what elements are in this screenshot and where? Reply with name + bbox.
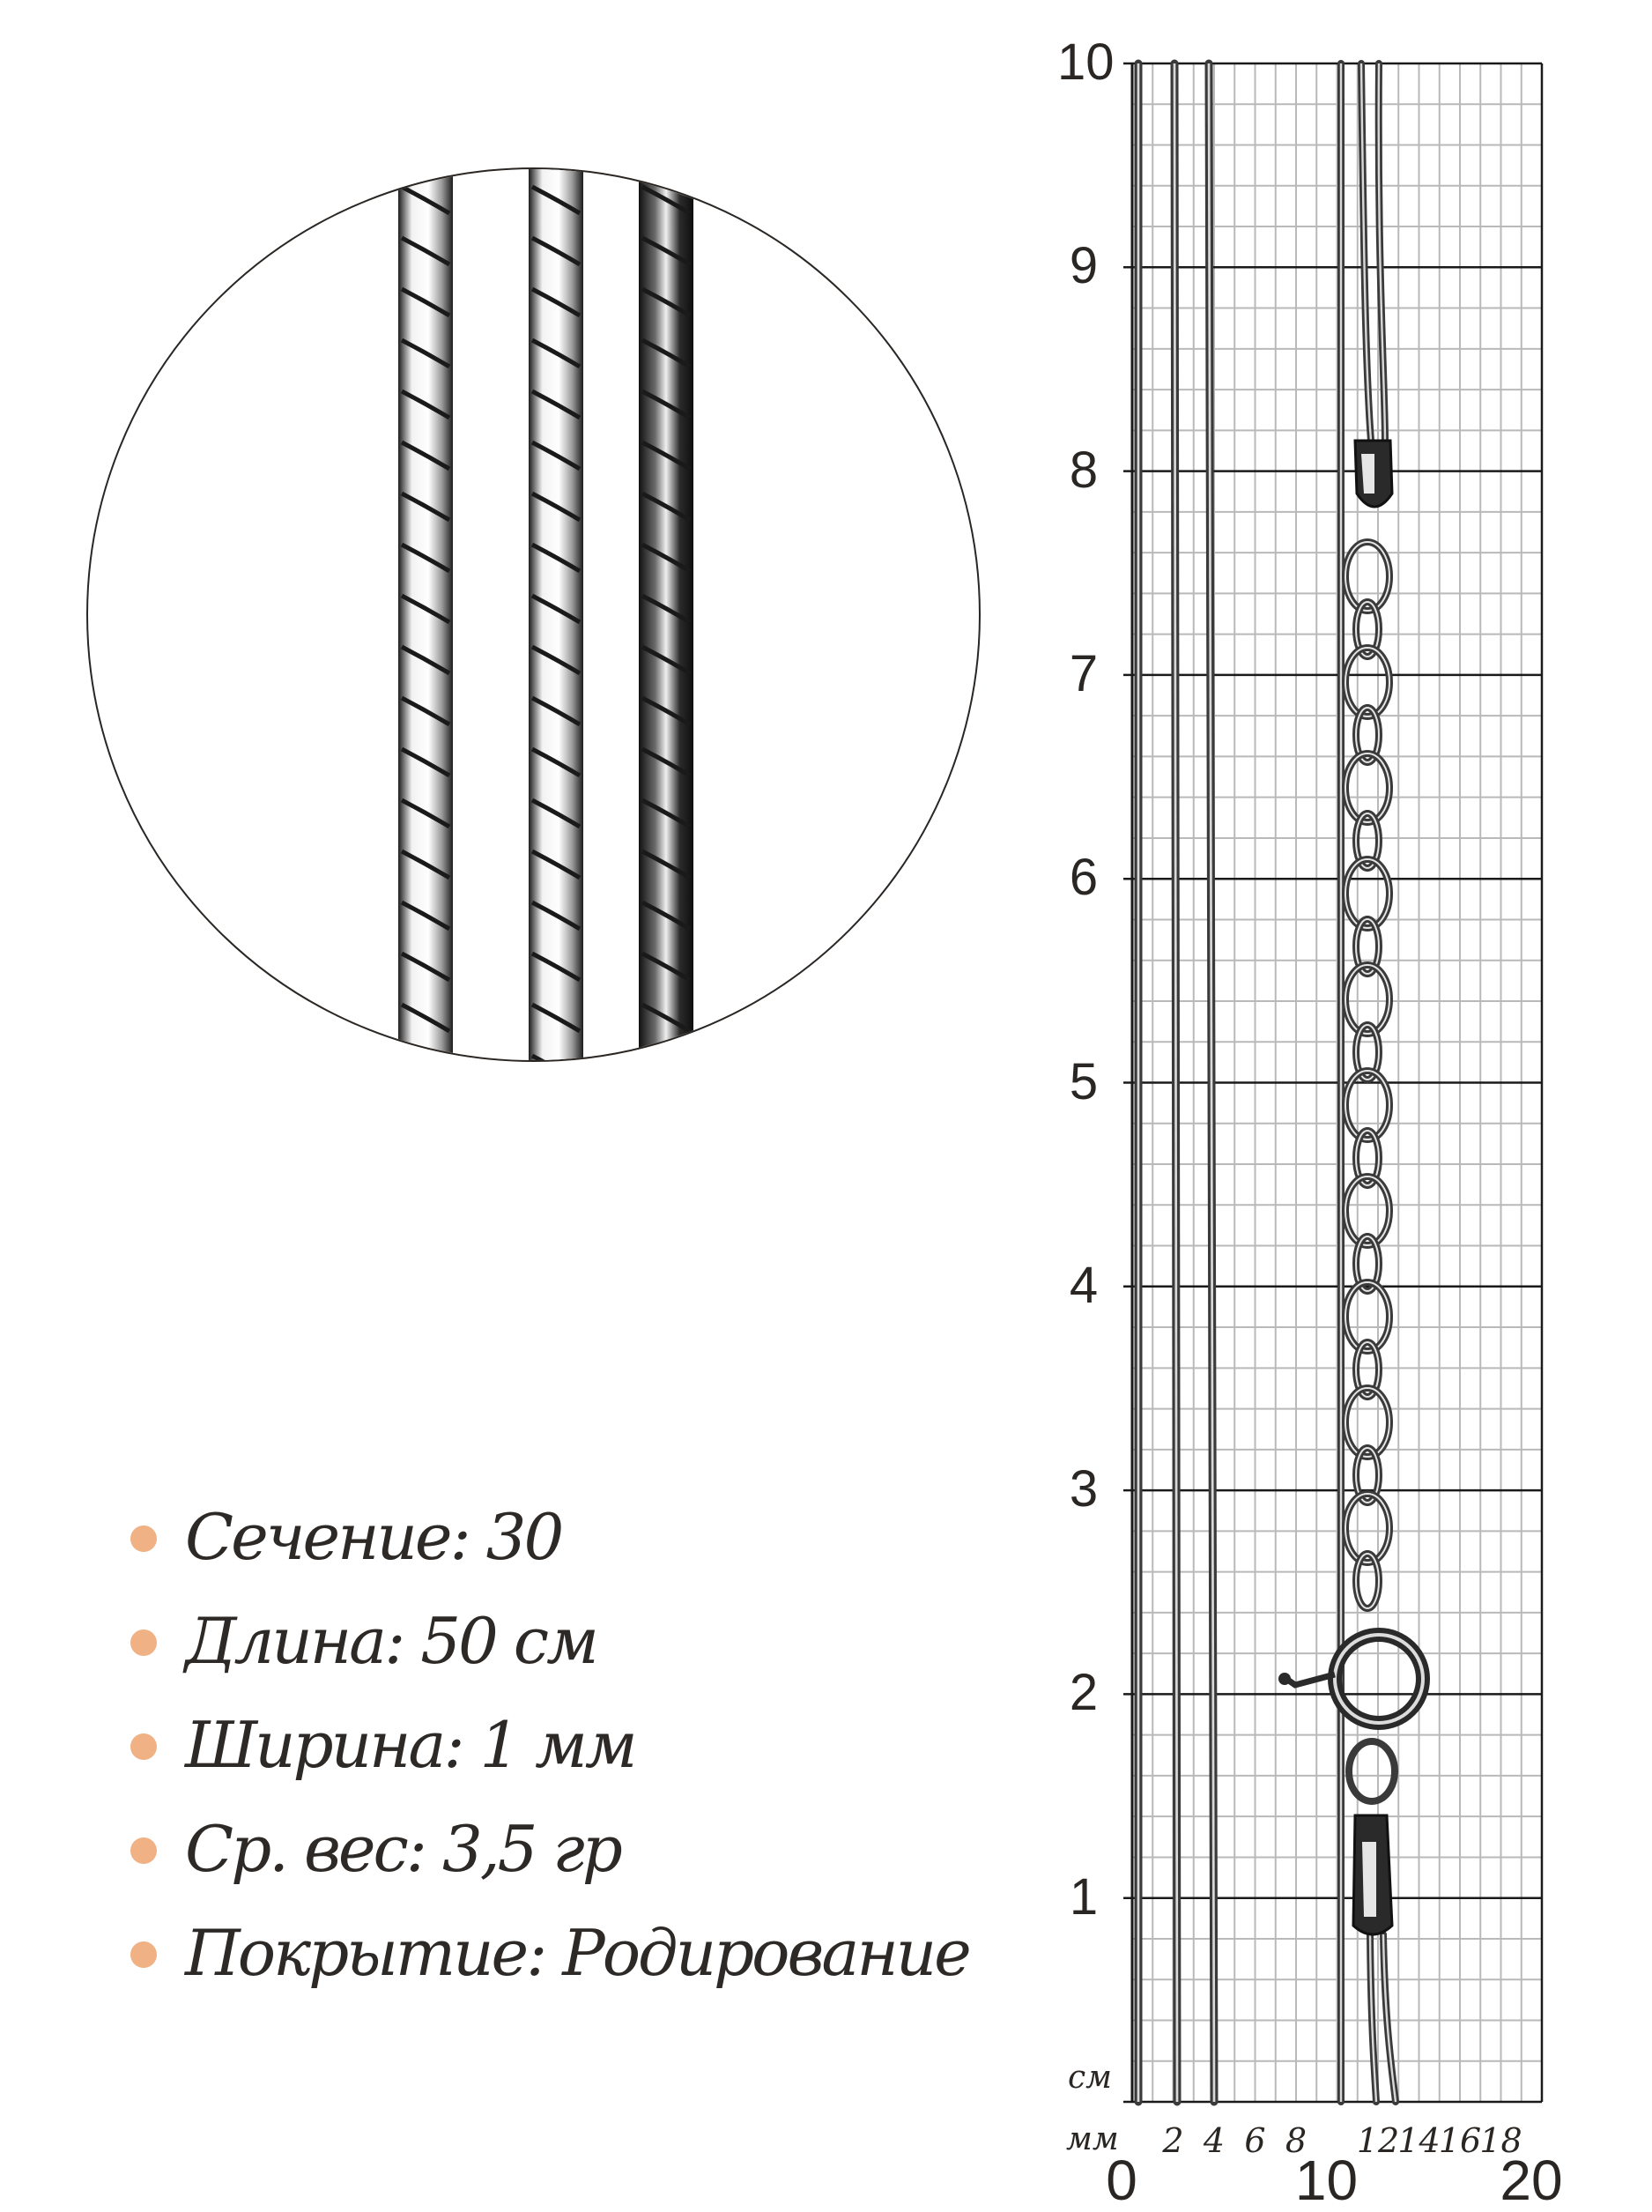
- chain-strand: [1361, 63, 1371, 441]
- end-cap-bottom-shine: [1362, 1842, 1376, 1917]
- chain-extension-links: [1345, 542, 1389, 1608]
- unit-mm-label: мм: [1066, 2121, 1119, 2157]
- spec-coating: [123, 1901, 1004, 2005]
- chain-strand: [1174, 63, 1177, 2102]
- cm-label: 1: [1069, 1867, 1099, 1926]
- chain-link: [1356, 708, 1379, 762]
- mm-label: 18: [1479, 2121, 1522, 2160]
- chain-link-highlight: [1345, 859, 1389, 928]
- chain-strand-highlight: [1361, 63, 1371, 441]
- end-cap-top-shine: [1361, 454, 1374, 494]
- spec-section: [123, 1485, 1004, 1589]
- chain-link: [1345, 1071, 1389, 1139]
- dot-icon: [130, 1837, 157, 1864]
- cm-label: 5: [1069, 1052, 1099, 1110]
- spec-coating-text: Покрытие: Родирование: [185, 1916, 969, 1990]
- chain-strand-highlight: [1209, 63, 1214, 2102]
- chain-link-highlight: [1345, 542, 1389, 611]
- chain-link: [1345, 542, 1389, 611]
- chain-link: [1356, 1025, 1379, 1080]
- end-cap-top: [1355, 441, 1392, 507]
- cm-label: 10: [1057, 33, 1115, 91]
- spec-width-text: Ширина: 1 мм: [185, 1708, 635, 1782]
- chain-closeup-photo: [88, 169, 981, 1062]
- cm-label: 2: [1069, 1664, 1099, 1722]
- chain-link: [1345, 1494, 1389, 1563]
- chain-strand-highlight: [1370, 1934, 1376, 2102]
- zoom-detail-circle: [86, 167, 981, 1062]
- dot-icon: [130, 1941, 157, 1968]
- clasp-lever-knob: [1278, 1673, 1291, 1685]
- chain-link-highlight: [1345, 753, 1389, 822]
- unit-cm-label: см: [1068, 2060, 1113, 2096]
- chain-link: [1345, 859, 1389, 928]
- bottom-label: 0: [1106, 2149, 1137, 2212]
- grid-major-lines: [1123, 63, 1542, 2102]
- chain-link-highlight: [1345, 1071, 1389, 1139]
- chain-link: [1356, 919, 1379, 974]
- chain-link-highlight: [1356, 708, 1379, 762]
- chain-link: [1345, 965, 1389, 1034]
- grid-minor-lines: [1132, 63, 1542, 2102]
- chain-link: [1356, 1131, 1379, 1185]
- chain-link-highlight: [1345, 648, 1389, 716]
- chain-link-highlight: [1345, 1177, 1389, 1245]
- chain-link-highlight: [1345, 1494, 1389, 1563]
- chain-link: [1356, 813, 1379, 868]
- chain-strand: [1209, 63, 1214, 2102]
- chain-link-highlight: [1345, 1282, 1389, 1351]
- cm-label: 9: [1069, 237, 1099, 295]
- dot-icon: [130, 1629, 157, 1656]
- chain-link: [1345, 753, 1389, 822]
- chain-link-highlight: [1356, 813, 1379, 868]
- dot-icon: [130, 1525, 157, 1552]
- dot-icon: [130, 1733, 157, 1760]
- chain-link-highlight: [1356, 919, 1379, 974]
- chain-link: [1356, 1236, 1379, 1291]
- chain-link: [1349, 1741, 1395, 1801]
- clasp-ring: [1335, 1635, 1423, 1723]
- chain-link-highlight: [1345, 965, 1389, 1034]
- chain-link-highlight: [1356, 1131, 1379, 1185]
- chain-link-highlight: [1356, 1342, 1379, 1397]
- cm-label: 4: [1069, 1256, 1099, 1314]
- spec-length-text: Длина: 50 см: [185, 1604, 596, 1678]
- chain-link-highlight: [1356, 1554, 1379, 1608]
- grid-background: [1132, 63, 1542, 2102]
- chain-strand: [1379, 63, 1385, 441]
- chain-link: [1345, 1177, 1389, 1245]
- mm-label: 14: [1397, 2121, 1441, 2160]
- specs-list: [123, 1485, 1004, 2005]
- chain-link-highlight: [1356, 1448, 1379, 1503]
- chain-link: [1356, 1448, 1379, 1503]
- spec-weight: [123, 1797, 1004, 1901]
- mm-label: 16: [1438, 2121, 1482, 2160]
- chain-strand-highlight: [1174, 63, 1177, 2102]
- clasp-lever: [1286, 1674, 1335, 1685]
- bottom-label: 10: [1294, 2149, 1359, 2212]
- chain-strands: [1138, 63, 1396, 2102]
- mm-label: 2: [1162, 2121, 1184, 2160]
- chain-link: [1345, 648, 1389, 716]
- spec-section-text: Сечение: 30: [185, 1500, 562, 1574]
- chain-strand-highlight: [1379, 63, 1385, 441]
- mm-label: 8: [1285, 2121, 1308, 2160]
- mm-label: 12: [1356, 2121, 1400, 2160]
- chain-link-highlight: [1345, 1388, 1389, 1457]
- chain-link: [1356, 1342, 1379, 1397]
- spec-length: [123, 1589, 1004, 1693]
- chain-link: [1345, 1388, 1389, 1457]
- mm-label: 4: [1203, 2121, 1226, 2160]
- bottom-label: 20: [1500, 2149, 1563, 2212]
- chain-strand: [1370, 1934, 1376, 2102]
- chain-strand: [1383, 1934, 1396, 2102]
- chain-link-highlight: [1356, 1025, 1379, 1080]
- spring-ring-clasp-icon: [1278, 1635, 1423, 1934]
- chain-strand-highlight: [1383, 1934, 1396, 2102]
- spec-weight-text: Ср. вес: 3,5 гр: [185, 1812, 620, 1886]
- mm-label: 6: [1244, 2121, 1266, 2160]
- cm-label: 7: [1069, 644, 1099, 702]
- chain-link: [1356, 1554, 1379, 1608]
- clasp-ring-shine: [1335, 1635, 1423, 1723]
- chain-link: [1345, 1282, 1389, 1351]
- chain-link-highlight: [1356, 1236, 1379, 1291]
- cm-label: 8: [1069, 441, 1099, 499]
- chain-link: [1356, 602, 1379, 657]
- spec-width: [123, 1693, 1004, 1797]
- cm-label: 6: [1069, 849, 1099, 907]
- cm-label: 3: [1069, 1460, 1099, 1518]
- chain-link-highlight: [1356, 602, 1379, 657]
- end-cap-bottom: [1353, 1815, 1392, 1934]
